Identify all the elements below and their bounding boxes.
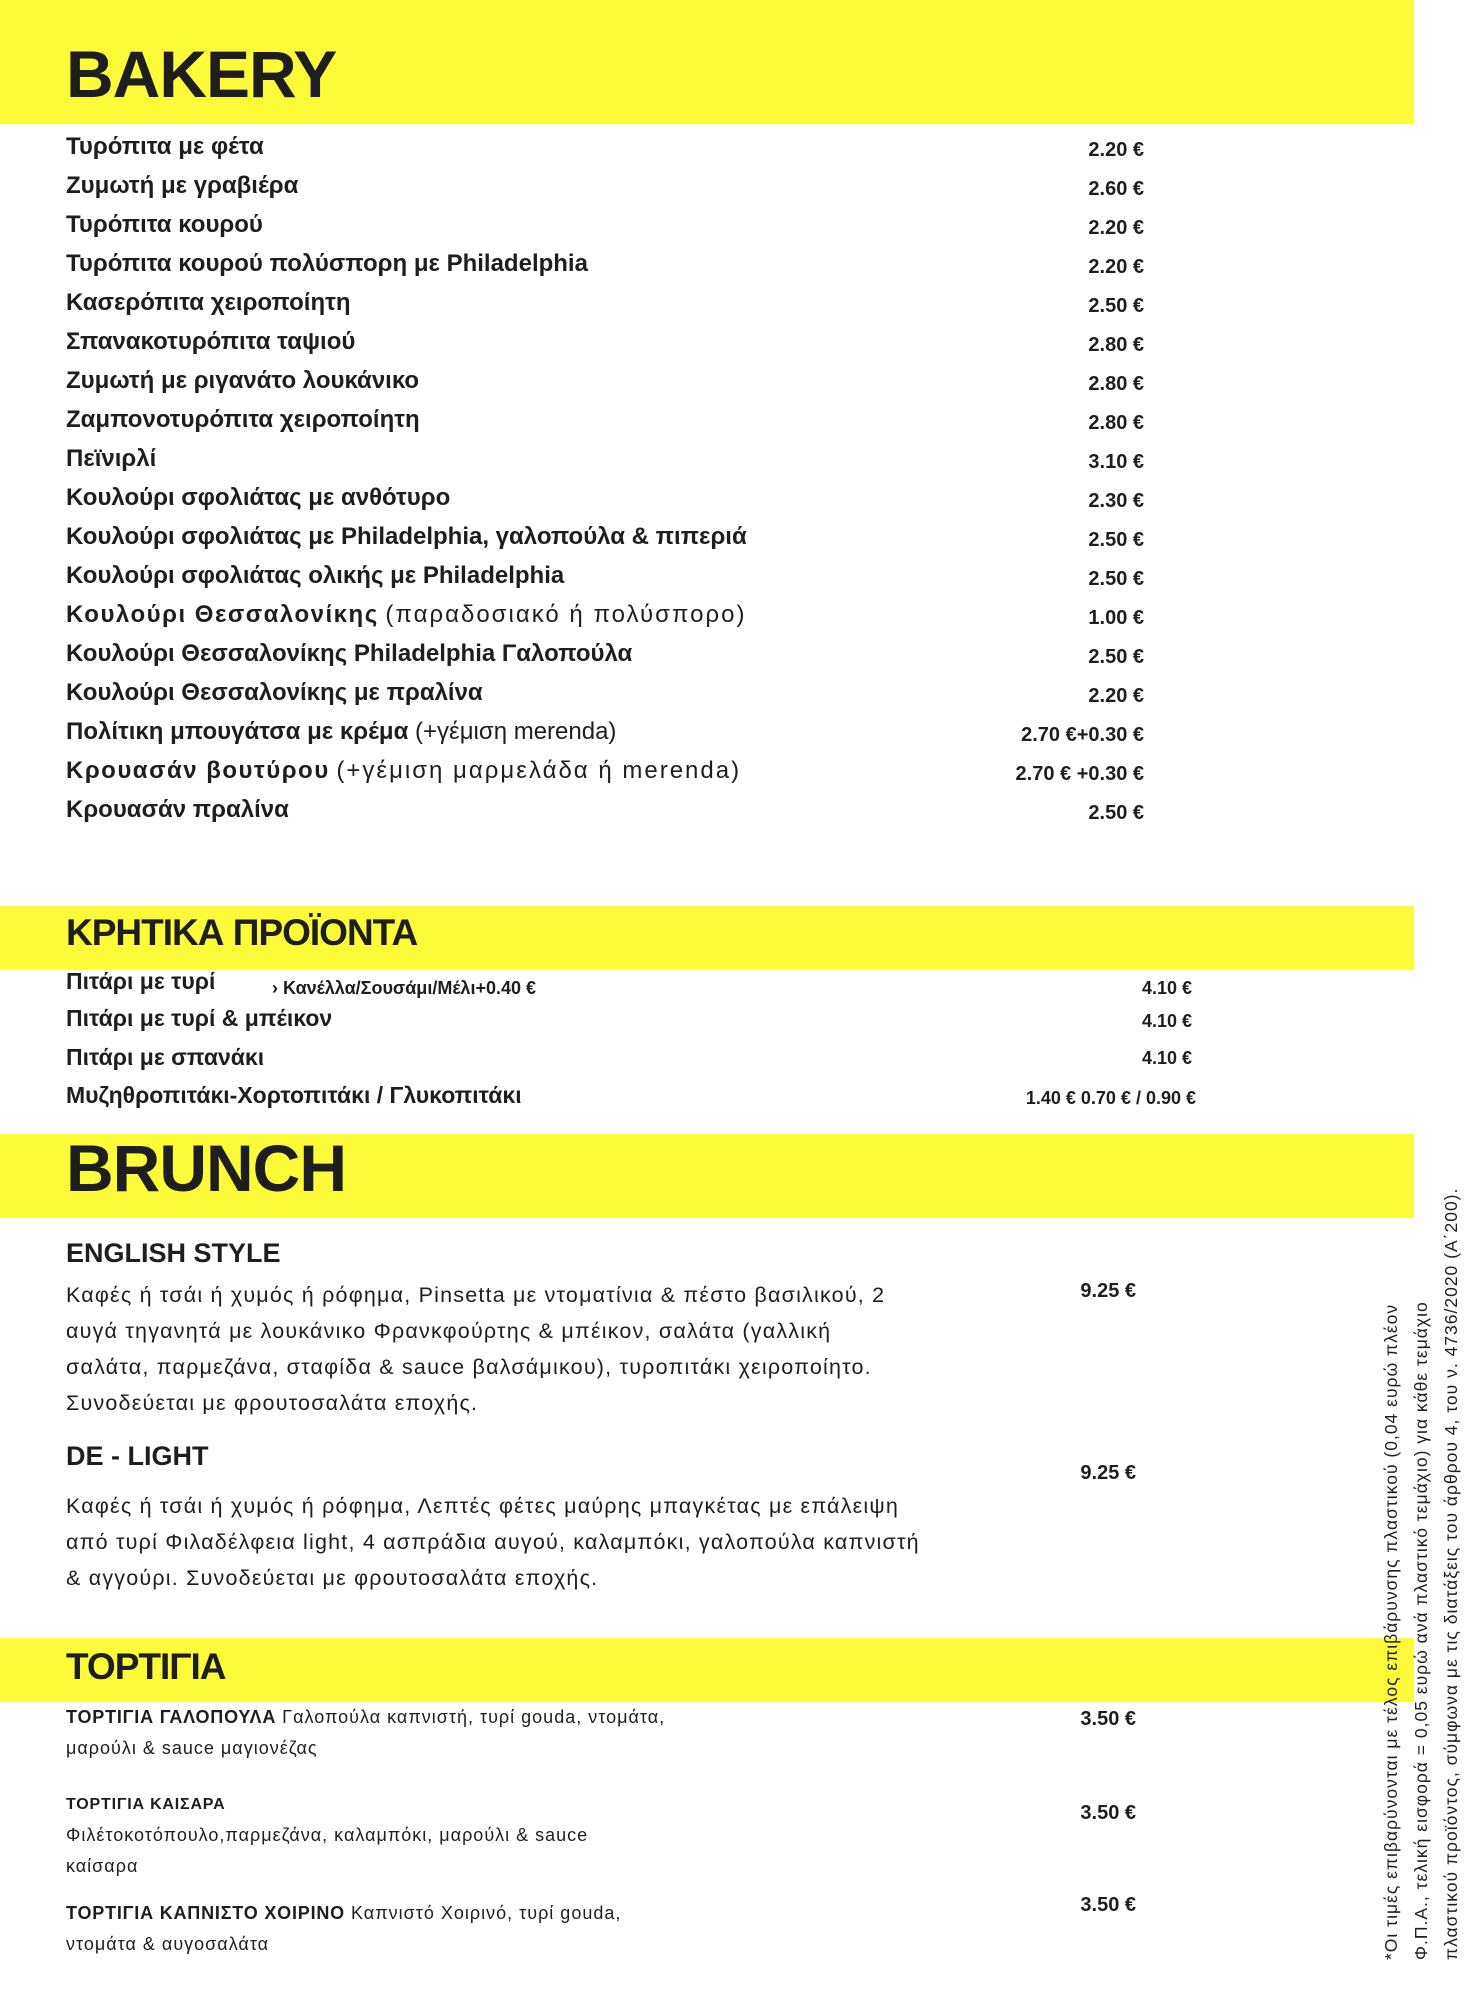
delight-price: 9.25 € bbox=[1080, 1462, 1136, 1484]
item-name: Τυρόπιτα κουρού πολύσπορη με Philadelphia bbox=[66, 250, 588, 277]
plastic-fee-footnote bbox=[1376, 905, 1466, 1960]
menu-item bbox=[66, 562, 564, 590]
item-price: 2.70 €+0.30 € bbox=[1021, 724, 1144, 746]
menu-item bbox=[66, 640, 632, 668]
item-price: 2.50 € bbox=[1088, 295, 1144, 317]
item-price: 2.80 € bbox=[1088, 334, 1144, 356]
item-price: 3.50 € bbox=[1080, 1894, 1136, 1916]
desc-line: αυγά τηγανητά με λουκάνικο Φρανκφούρτης & μπέικον, σαλάτα (γαλλική bbox=[66, 1319, 832, 1343]
item-note: (+γέμιση μαρμελάδα ή merenda) bbox=[336, 757, 742, 784]
item-price: 2.70 € +0.30 € bbox=[1015, 763, 1144, 785]
item-name: Πιτάρι με σπανάκι bbox=[66, 1044, 265, 1070]
item-price: 2.50 € bbox=[1088, 568, 1144, 590]
desc-line: από τυρί Φιλαδέλφεια light, 4 ασπράδια αυγού, καλαμπόκι, γαλοπούλα καπνιστή bbox=[66, 1530, 920, 1554]
item-price: 3.10 € bbox=[1088, 451, 1144, 473]
item-price: 2.80 € bbox=[1088, 412, 1144, 434]
footnote-line: πλαστικού προϊόντος, σύμφωνα με τις διατάξεις του άρθρου 4, του ν. 4736/2020 (Α΄200). bbox=[1441, 1187, 1461, 1960]
menu-item bbox=[66, 796, 289, 824]
item-name: Ζυμωτή με γραβιέρα bbox=[66, 172, 299, 199]
item-desc: ντομάτα & αυγοσαλάτα bbox=[66, 1934, 270, 1954]
tortilla-item bbox=[66, 1898, 621, 1960]
bakery-title: BAKERY bbox=[66, 37, 337, 111]
item-price: 3.50 € bbox=[1080, 1708, 1136, 1730]
item-price: 1.40 € 0.70 € / 0.90 € bbox=[1025, 1088, 1196, 1108]
menu-item bbox=[66, 601, 746, 629]
item-price: 2.80 € bbox=[1088, 373, 1144, 395]
item-price: 1.00 € bbox=[1088, 607, 1144, 629]
item-desc: Φιλέτοκοτόπουλο,παρμεζάνα, καλαμπόκι, μαρούλι & sauce bbox=[66, 1825, 589, 1845]
menu-item bbox=[66, 211, 263, 239]
item-price: 2.50 € bbox=[1088, 646, 1144, 668]
menu-item bbox=[66, 172, 298, 200]
item-price: 2.20 € bbox=[1088, 256, 1144, 278]
item-name: Κρουασάν πραλίνα bbox=[66, 796, 289, 823]
menu-item bbox=[66, 445, 156, 473]
item-desc: Γαλοπούλα καπνιστή, τυρί gouda, ντομάτα, bbox=[282, 1707, 666, 1727]
item-price: 2.20 € bbox=[1088, 685, 1144, 707]
menu-item bbox=[66, 523, 747, 551]
item-name: Πιτάρι με τυρί & μπέικον bbox=[66, 1005, 333, 1031]
desc-line: Συνοδεύεται με φρουτοσαλάτα εποχής. bbox=[66, 1391, 479, 1415]
item-name: ΤΟΡΤΙΓΙΑ ΚΑΙΣΑΡΑ bbox=[66, 1796, 226, 1813]
item-price: 2.20 € bbox=[1088, 139, 1144, 161]
menu-item bbox=[66, 757, 741, 785]
item-name: Πεϊνιρλί bbox=[66, 445, 157, 472]
item-name: Ζυμωτή με ριγανάτο λουκάνικο bbox=[66, 367, 420, 394]
item-name: Τυρόπιτα κουρού bbox=[66, 211, 263, 238]
item-name: ΤΟΡΤΙΓΙΑ ΓΑΛΟΠΟΥΛΑ bbox=[66, 1707, 277, 1727]
item-desc: καίσαρα bbox=[66, 1856, 139, 1876]
item-desc: μαρούλι & sauce μαγιονέζας bbox=[66, 1738, 318, 1758]
item-name: Κασερόπιτα χειροποίητη bbox=[66, 289, 351, 316]
item-name: Μυζηθροπιτάκι-Χορτοπιτάκι / Γλυκοπιτάκι bbox=[66, 1082, 522, 1108]
english-style-desc bbox=[66, 1277, 885, 1421]
item-name: Κουλούρι Θεσσαλονίκης Philadelphia Γαλοπούλα bbox=[66, 640, 633, 667]
item-name: ΤΟΡΤΙΓΙΑ ΚΑΠΝΙΣΤΟ ΧΟΙΡΙΝΟ bbox=[66, 1903, 345, 1923]
desc-line: Καφές ή τσάι ή χυμός ή ρόφημα, Λεπτές φέτες μαύρης μπαγκέτας με επάλειψη bbox=[66, 1494, 900, 1518]
menu-item bbox=[66, 968, 215, 995]
item-name: Κουλούρι σφολιάτας με Philadelphia, γαλοπούλα & πιπεριά bbox=[66, 523, 747, 550]
item-price: 2.30 € bbox=[1088, 490, 1144, 512]
delight-desc bbox=[66, 1488, 920, 1596]
brunch-title: BRUNCH bbox=[66, 1131, 346, 1205]
item-desc: Καπνιστό Χοιρινό, τυρί gouda, bbox=[351, 1903, 622, 1923]
english-style-price: 9.25 € bbox=[1080, 1280, 1136, 1302]
menu-item bbox=[66, 1005, 332, 1032]
item-name: Κουλούρι Θεσσαλονίκης με πραλίνα bbox=[66, 679, 483, 706]
item-name: Πολίτικη μπουγάτσα με κρέμα bbox=[66, 718, 409, 745]
tortilla-item bbox=[66, 1788, 588, 1882]
menu-item bbox=[66, 328, 355, 356]
menu-item bbox=[66, 133, 264, 161]
item-price: 4.10 € bbox=[1141, 978, 1192, 998]
menu-item bbox=[66, 718, 616, 746]
desc-line: & αγγούρι. Συνοδεύεται με φρουτοσαλάτα εποχής. bbox=[66, 1566, 599, 1590]
item-price: 3.50 € bbox=[1080, 1802, 1136, 1824]
item-extra bbox=[272, 978, 536, 999]
item-name: Κουλούρι Θεσσαλονίκης bbox=[66, 601, 379, 628]
item-name: Κουλούρι σφολιάτας με ανθότυρο bbox=[66, 484, 451, 511]
menu-item bbox=[66, 679, 483, 707]
menu-item bbox=[66, 484, 450, 512]
menu-item bbox=[66, 289, 350, 317]
english-style-title: ENGLISH STYLE bbox=[66, 1238, 281, 1268]
item-name: Ζαμπονοτυρόπιτα χειροποίητη bbox=[66, 406, 420, 433]
tortilla-item bbox=[66, 1702, 665, 1764]
item-name: Κρουασάν βουτύρου bbox=[66, 757, 330, 784]
item-note: (παραδοσιακό ή πολύσπορο) bbox=[385, 601, 747, 628]
item-name: Πιτάρι με τυρί bbox=[66, 968, 216, 994]
menu-item bbox=[66, 1044, 264, 1071]
item-note: (+γέμιση merenda) bbox=[415, 718, 617, 745]
item-price: 4.10 € bbox=[1141, 1011, 1192, 1031]
item-price: 2.60 € bbox=[1088, 178, 1144, 200]
footnote-line: *Οι τιμές επιβαρύνονται με τέλος επιβάρυνσης πλαστικού (0,04 ευρώ πλέον bbox=[1381, 1303, 1401, 1960]
delight-title: DE - LIGHT bbox=[66, 1441, 209, 1471]
footnote-line: Φ.Π.Α., τελική εισφορά = 0,05 ευρώ ανά πλαστικό τεμάχιο) για κάθε τεμάχιο bbox=[1411, 1301, 1431, 1960]
menu-item bbox=[66, 367, 419, 395]
menu-item bbox=[66, 406, 420, 434]
desc-line: σαλάτα, παρμεζάνα, σταφίδα & sauce βαλσάμικου), τυροπιτάκι χειροποίητο. bbox=[66, 1355, 872, 1379]
menu-item bbox=[66, 250, 588, 278]
item-name: Κουλούρι σφολιάτας ολικής με Philadelphia bbox=[66, 562, 565, 589]
item-price: 2.20 € bbox=[1088, 217, 1144, 239]
tortilla-title: ΤΟΡΤΙΓΙΑ bbox=[66, 1646, 226, 1687]
item-name: Σπανακοτυρόπιτα ταψιού bbox=[66, 328, 356, 355]
menu-item bbox=[66, 1082, 522, 1109]
item-price: 4.10 € bbox=[1141, 1048, 1192, 1068]
cretan-title: ΚΡΗΤΙΚΑ ΠΡΟΪΟΝΤΑ bbox=[66, 912, 418, 953]
item-name: Τυρόπιτα με φέτα bbox=[66, 133, 264, 160]
desc-line: Καφές ή τσάι ή χυμός ή ρόφημα, Pinsetta με ντοματίνια & πέστο βασιλικού, 2 bbox=[66, 1283, 886, 1307]
item-price: 2.50 € bbox=[1088, 529, 1144, 551]
item-extra-text: Κανέλλα/Σουσάμι/Μέλι+0.40 € bbox=[283, 978, 537, 998]
item-price: 2.50 € bbox=[1088, 802, 1144, 824]
arrow-icon: › bbox=[272, 978, 283, 998]
